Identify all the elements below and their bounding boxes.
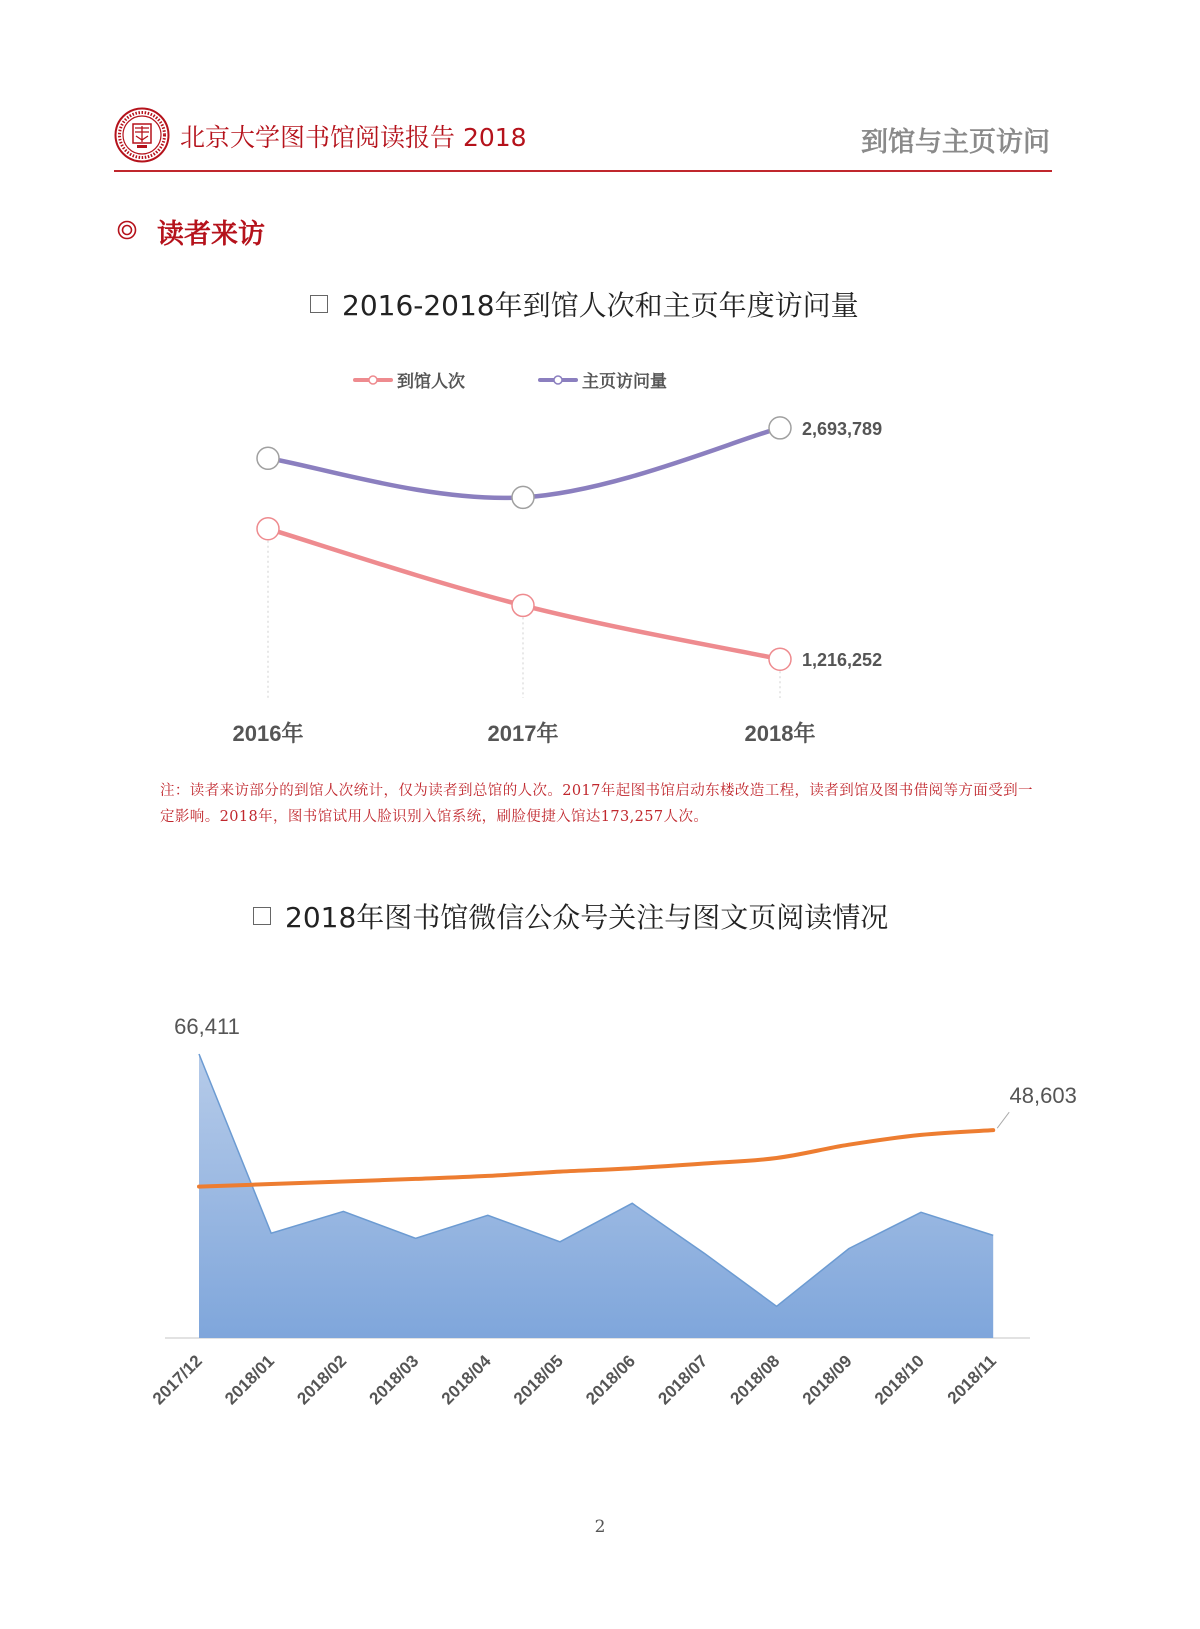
legend-marker bbox=[554, 376, 562, 384]
data-label: 2,693,789 bbox=[802, 418, 883, 439]
x-tick-label: 2018/04 bbox=[437, 1351, 495, 1409]
x-tick-label: 2018/06 bbox=[582, 1351, 640, 1409]
data-point bbox=[257, 518, 279, 540]
x-tick-label: 2018/11 bbox=[943, 1351, 1001, 1408]
data-label: 66,411 bbox=[174, 1014, 240, 1039]
legend-label: 主页访问量 bbox=[582, 372, 667, 391]
label-leader bbox=[997, 1112, 1009, 1128]
x-tick-label: 2018/07 bbox=[654, 1351, 712, 1409]
legend-label: 到馆人次 bbox=[397, 372, 465, 391]
x-tick-label: 2018/01 bbox=[221, 1351, 279, 1409]
x-tick-label: 2017/12 bbox=[148, 1351, 206, 1409]
x-tick-label: 2018/10 bbox=[870, 1351, 928, 1409]
data-point bbox=[769, 648, 791, 670]
x-tick-label: 2017年 bbox=[487, 721, 559, 746]
data-point bbox=[257, 447, 279, 469]
section-title: 读者来访 bbox=[157, 219, 265, 250]
x-tick-label: 2018/02 bbox=[293, 1351, 351, 1409]
document-title: 北京大学图书馆阅读报告 2018 bbox=[180, 123, 527, 152]
x-tick-label: 2016年 bbox=[232, 721, 304, 746]
chart2-title-text: 2018年图书馆微信公众号关注与图文页阅读情况 bbox=[285, 901, 889, 934]
chart1-title-text: 2016-2018年到馆人次和主页年度访问量 bbox=[342, 289, 859, 322]
data-point bbox=[512, 486, 534, 508]
x-tick-label: 2018/08 bbox=[726, 1351, 784, 1409]
x-tick-label: 2018/09 bbox=[798, 1351, 856, 1409]
x-tick-label: 2018年 bbox=[744, 721, 816, 746]
page-number: 2 bbox=[594, 1517, 606, 1537]
data-point bbox=[769, 417, 791, 439]
area-fill bbox=[199, 1054, 993, 1338]
series-line bbox=[199, 1130, 993, 1186]
data-label: 1,216,252 bbox=[802, 650, 883, 671]
visits-line-chart bbox=[0, 0, 1200, 760]
wechat-area-chart bbox=[0, 960, 1200, 1480]
data-point bbox=[512, 594, 534, 616]
data-label: 48,603 bbox=[1009, 1083, 1077, 1109]
checkbox-square-icon bbox=[253, 907, 271, 925]
chart2-title bbox=[253, 896, 888, 936]
section-tag: 到馆与主页访问 bbox=[861, 127, 1050, 158]
chart-note: 注：读者来访部分的到馆人次统计，仅为读者到总馆的人次。2017年起图书馆启动东楼改造工程，读者到馆及图书借阅等方面受到一定影响。2018年，图书馆试用人脸识别入馆系统，刷脸便捷入馆达173,257人次。 bbox=[160, 783, 1033, 825]
x-tick-label: 2018/03 bbox=[365, 1351, 423, 1409]
x-tick-label: 2018/05 bbox=[509, 1351, 567, 1409]
legend-marker bbox=[369, 376, 377, 384]
